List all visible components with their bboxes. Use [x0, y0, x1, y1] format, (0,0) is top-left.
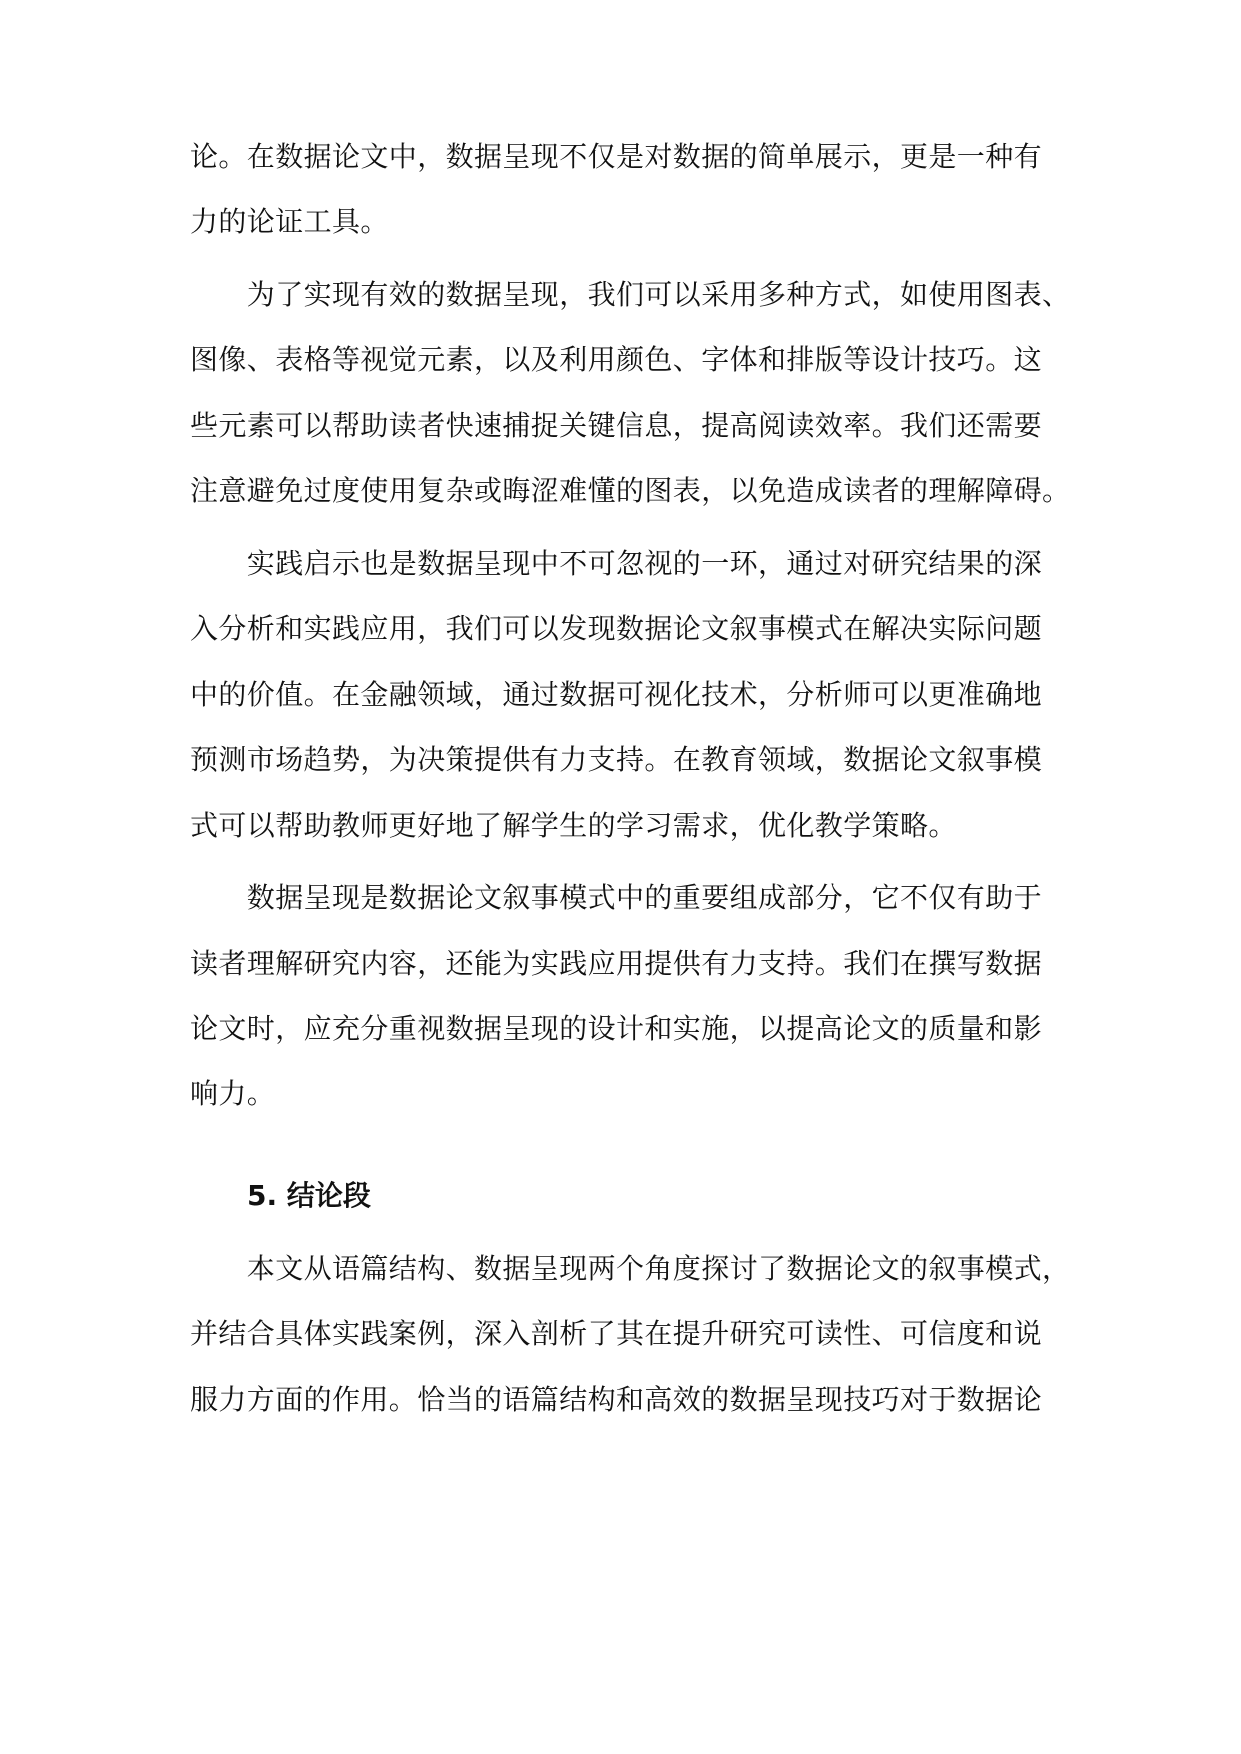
paragraph-4-line-1: 数据呈现是数据论文叙事模式中的重要组成部分，它不仅有助于 — [190, 881, 1043, 914]
paragraph-2-line-4: 注意避免过度使用复杂或晦涩难懂的图表，以免造成读者的理解障碍。 — [190, 474, 1071, 507]
conclusion-line-1: 本文从语篇结构、数据呈现两个角度探讨了数据论文的叙事模式， — [190, 1252, 1071, 1285]
paragraph-3-line-1: 实践启示也是数据呈现中不可忽视的一环，通过对研究结果的深 — [190, 547, 1043, 580]
paragraph-4-line-3: 论文时，应充分重视数据呈现的设计和实施，以提高论文的质量和影 — [190, 1012, 1043, 1045]
paragraph-3-line-5: 式可以帮助教师更好地了解学生的学习需求，优化教学策略。 — [190, 809, 957, 842]
paragraph-4-line-4: 响力。 — [190, 1077, 276, 1110]
paragraph-3-line-4: 预测市场趋势，为决策提供有力支持。在教育领域，数据论文叙事模 — [190, 743, 1043, 776]
conclusion-line-2: 并结合具体实践案例，深入剖析了其在提升研究可读性、可信度和说 — [190, 1317, 1043, 1350]
conclusion-line-3: 服力方面的作用。恰当的语篇结构和高效的数据呈现技巧对于数据论 — [190, 1383, 1043, 1416]
paragraph-3-line-2: 入分析和实践应用，我们可以发现数据论文叙事模式在解决实际问题 — [190, 612, 1043, 645]
paragraph-1-line-2: 力的论证工具。 — [190, 205, 389, 238]
paragraph-3-line-3: 中的价值。在金融领域，通过数据可视化技术，分析师可以更准确地 — [190, 678, 1043, 711]
paragraph-2-line-2: 图像、表格等视觉元素，以及利用颜色、字体和排版等设计技巧。这 — [190, 343, 1043, 376]
section-heading: 5. 结论段 — [247, 1179, 371, 1212]
paragraph-4-line-2: 读者理解研究内容，还能为实践应用提供有力支持。我们在撰写数据 — [190, 947, 1043, 980]
paragraph-2-line-1: 为了实现有效的数据呈现，我们可以采用多种方式，如使用图表、 — [190, 278, 1071, 311]
paragraph-1-line-1: 论。在数据论文中，数据呈现不仅是对数据的简单展示，更是一种有 — [190, 140, 1043, 173]
paragraph-2-line-3: 些元素可以帮助读者快速捕捉关键信息，提高阅读效率。我们还需要 — [190, 409, 1043, 442]
